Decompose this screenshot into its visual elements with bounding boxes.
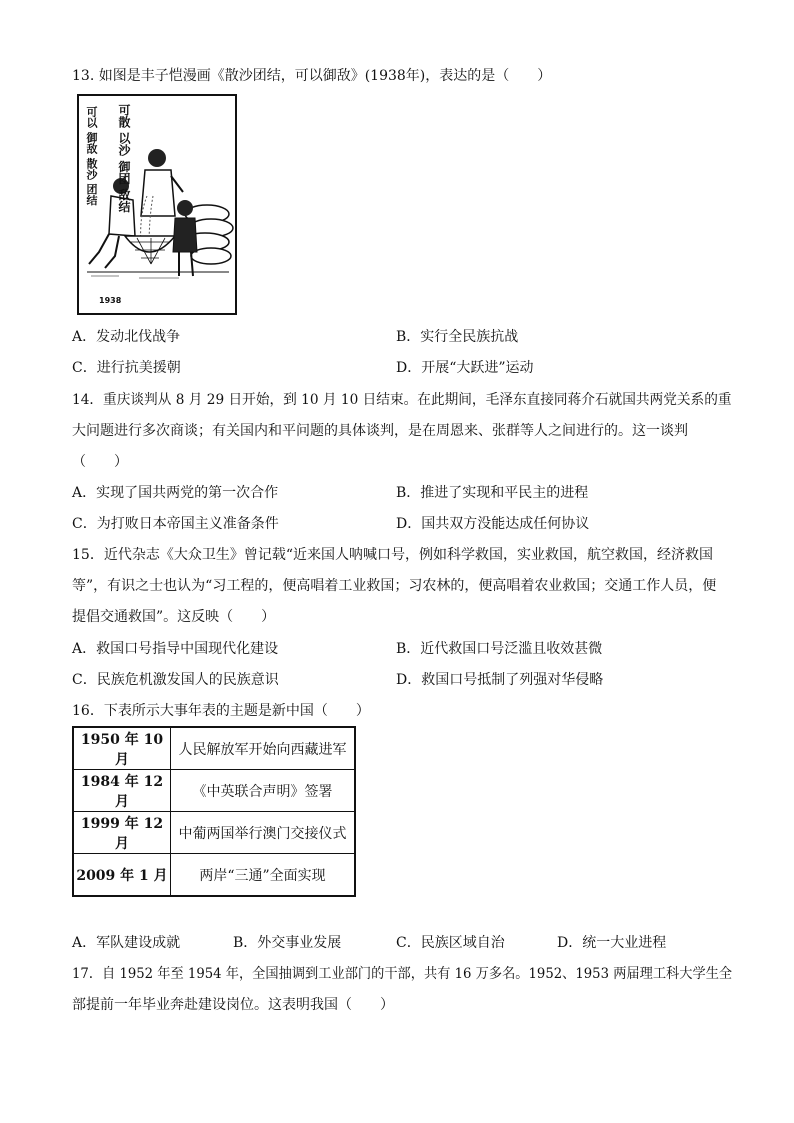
- question-15-line-2: 等”，有识之士也认为“习工程的，便高唱着工业救国；习农林的，便高唱着农业救国；交通工作人员，便: [72, 578, 717, 594]
- table-cell-date: 1984 年 12 月: [73, 770, 171, 812]
- q15-option-c[interactable]: C．民族危机激发国人的民族意识: [72, 672, 279, 688]
- q14-option-b[interactable]: B．推进了实现和平民主的进程: [396, 485, 589, 501]
- question-14-line-3: （ ）: [72, 454, 128, 470]
- q16-option-c[interactable]: C．民族区域自治: [396, 935, 505, 951]
- q15-option-b[interactable]: B．近代救国口号泛滥且收效甚微: [396, 641, 603, 657]
- events-table: [72, 726, 356, 897]
- q16-option-b[interactable]: B．外交事业发展: [233, 935, 342, 951]
- q14-option-a[interactable]: A．实现了国共两党的第一次合作: [72, 485, 279, 501]
- question-14-line-2: 大问题进行多次商谈；有关国内和平问题的具体谈判，是在周恩来、张群等人之间进行的。这一谈判: [72, 423, 688, 439]
- question-15-line-3: 提倡交通救国”。这反映（ ）: [72, 609, 276, 625]
- q13-option-a[interactable]: A．发动北伐战争: [72, 329, 181, 345]
- question-16-stem: 16．下表所示大事年表的主题是新中国（ ）: [72, 703, 370, 719]
- q13-option-d[interactable]: D．开展“大跃进”运动: [396, 360, 534, 376]
- cartoon-image: [77, 94, 237, 315]
- table-cell-date: 1950 年 10 月: [73, 727, 171, 770]
- table-cell-event: 中葡两国举行澳门交接仪式: [171, 812, 356, 854]
- cartoon-title-left: 可以 御敌 散沙 团结: [85, 106, 98, 206]
- q14-option-d[interactable]: D．国共双方没能达成任何协议: [396, 516, 590, 532]
- q13-option-c[interactable]: C．进行抗美援朝: [72, 360, 181, 376]
- question-14-line-1: 14．重庆谈判从 8 月 29 日开始，到 10 月 10 日结束。在此期间，毛泽东直接同蒋介石就国共两党关系的重: [72, 392, 732, 408]
- q16-option-d[interactable]: D．统一大业进程: [557, 935, 667, 951]
- table-cell-date: 2009 年 1 月: [73, 854, 171, 897]
- table-cell-event: 人民解放军开始向西藏进军: [171, 727, 356, 770]
- table-cell-event: 两岸“三通”全面实现: [171, 854, 356, 897]
- table-row: [73, 812, 355, 854]
- q14-option-c[interactable]: C．为打败日本帝国主义准备条件: [72, 516, 279, 532]
- q16-option-a[interactable]: A．军队建设成就: [72, 935, 181, 951]
- table-row: [73, 854, 355, 897]
- q13-option-b[interactable]: B．实行全民族抗战: [396, 329, 519, 345]
- q15-option-d[interactable]: D．救国口号抵制了列强对华侵略: [396, 672, 604, 688]
- table-row: [73, 770, 355, 812]
- table-cell-event: 《中英联合声明》签署: [171, 770, 356, 812]
- cartoon-drawing: [79, 96, 235, 313]
- cartoon-year: 1938: [99, 296, 122, 305]
- question-13-stem: 13. 如图是丰子恺漫画《散沙团结，可以御敌》(1938年)，表达的是（ ）: [72, 68, 552, 84]
- q15-option-a[interactable]: A．救国口号指导中国现代化建设: [72, 641, 279, 657]
- cartoon-title-right: 可散 以沙 御团 敌结: [117, 104, 131, 213]
- table-cell-date: 1999 年 12 月: [73, 812, 171, 854]
- question-17-line-1: 17．自 1952 年至 1954 年，全国抽调到工业部门的干部，共有 16 万多名。1952、1953 两届理工科大学生全: [72, 966, 733, 982]
- table-row: [73, 727, 355, 770]
- question-17-line-2: 部提前一年毕业奔赴建设岗位。这表明我国（ ）: [72, 997, 394, 1013]
- question-15-line-1: 15．近代杂志《大众卫生》曾记载“近来国人呐喊口号，例如科学救国，实业救国，航空救国，经济救国: [72, 547, 713, 563]
